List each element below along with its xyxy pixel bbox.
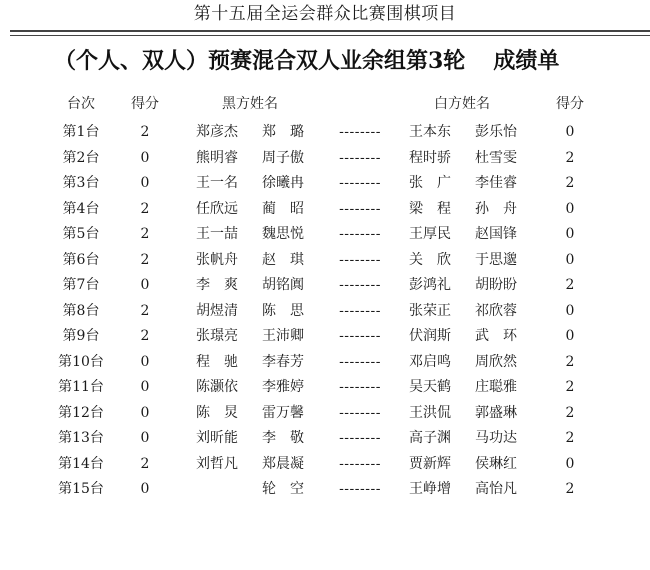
- black-score: 0: [140, 481, 150, 497]
- document-header: 第十五届全运会群众比赛围棋项目: [193, 4, 457, 24]
- white-player-2: 武 环: [475, 328, 517, 344]
- black-score: 0: [140, 404, 150, 421]
- black-player-2: 蔺 昭: [262, 200, 304, 217]
- white-player-1: 王峥增: [409, 481, 451, 497]
- table-number: 第4台: [62, 200, 100, 217]
- header-rule-thin: [10, 35, 650, 36]
- table-row: [0, 453, 650, 475]
- black-score: 2: [140, 455, 150, 472]
- white-score: 2: [565, 481, 575, 497]
- white-score: 0: [565, 251, 575, 268]
- black-player-1: 张璟亮: [196, 328, 238, 344]
- black-player-1: 刘哲凡: [196, 455, 238, 472]
- white-player-1: 王本东: [409, 124, 451, 140]
- black-player-1: 张帆舟: [196, 251, 238, 268]
- separator: --------: [339, 302, 381, 319]
- table-row: [0, 274, 650, 296]
- black-score: 0: [140, 430, 150, 446]
- header-rule-thick: [10, 30, 650, 32]
- table-number: 第15台: [58, 481, 104, 497]
- white-player-1: 张 广: [409, 175, 451, 191]
- white-player-2: 杜雪雯: [475, 149, 517, 166]
- white-player-2: 祁欣蓉: [475, 302, 517, 319]
- white-player-2: 周欣然: [475, 353, 517, 370]
- table-number: 第9台: [62, 328, 100, 344]
- black-player-2: 王沛卿: [262, 328, 304, 344]
- table-number: 第6台: [62, 251, 100, 268]
- table-row: [0, 351, 650, 373]
- white-score: 2: [565, 149, 575, 166]
- white-player-1: 邓启鸣: [409, 353, 451, 370]
- separator: --------: [339, 175, 381, 191]
- table-number: 第8台: [62, 302, 100, 319]
- table-number: 第7台: [62, 277, 100, 293]
- black-score: 0: [140, 149, 150, 166]
- black-player-2: 李春芳: [262, 353, 304, 370]
- black-player-2: 魏思悦: [262, 226, 304, 242]
- table-number: 第1台: [62, 124, 100, 140]
- results-title-main: （个人、双人）预赛混合双人业余组第3轮: [54, 48, 466, 74]
- separator: --------: [339, 379, 381, 395]
- white-score: 2: [565, 430, 575, 446]
- white-player-2: 侯琳红: [475, 455, 517, 472]
- black-score: 0: [140, 379, 150, 395]
- black-score: 2: [140, 328, 150, 344]
- table-row: [0, 147, 650, 169]
- black-score: 2: [140, 200, 150, 217]
- separator: --------: [339, 200, 381, 217]
- white-player-2: 庄聪雅: [475, 379, 517, 395]
- white-player-1: 梁 程: [409, 200, 451, 217]
- white-player-2: 赵国锋: [475, 226, 517, 242]
- table-row: [0, 376, 650, 398]
- white-player-1: 彭鸿礼: [409, 277, 451, 293]
- white-player-1: 王厚民: [409, 226, 451, 242]
- white-player-1: 高子渊: [409, 430, 451, 446]
- white-score: 0: [565, 302, 575, 319]
- black-player-1: 陈 炅: [196, 404, 238, 421]
- black-player-2: 陈 思: [262, 302, 304, 319]
- column-header-black-names: 黑方姓名: [222, 96, 278, 112]
- white-player-1: 关 欣: [409, 251, 451, 268]
- separator: --------: [339, 430, 381, 446]
- white-player-1: 王洪侃: [409, 404, 451, 421]
- black-score: 2: [140, 226, 150, 242]
- black-player-2: 赵 琪: [262, 251, 304, 268]
- white-score: 0: [565, 124, 575, 140]
- results-title: [54, 44, 559, 78]
- white-player-2: 高怡凡: [475, 481, 517, 497]
- black-player-1: 任欣远: [196, 200, 238, 217]
- white-score: 0: [565, 455, 575, 472]
- black-player-2: 徐曦冉: [262, 175, 304, 191]
- black-player-1: 郑彦杰: [196, 124, 238, 140]
- separator: --------: [339, 481, 381, 497]
- white-player-1: 吴天鹤: [409, 379, 451, 395]
- black-player-1: 刘昕能: [196, 430, 238, 446]
- white-player-1: 张荣正: [409, 302, 451, 319]
- white-player-1: 伏润斯: [409, 328, 451, 344]
- black-player-2: 李雅婷: [262, 379, 304, 395]
- white-score: 0: [565, 328, 575, 344]
- white-score: 2: [565, 277, 575, 293]
- white-score: 2: [565, 175, 575, 191]
- table-number: 第5台: [62, 226, 100, 242]
- table-row: [0, 325, 650, 347]
- black-score: 2: [140, 251, 150, 268]
- separator: --------: [339, 124, 381, 140]
- white-player-2: 李佳睿: [475, 175, 517, 191]
- white-player-2: 胡盼盼: [475, 277, 517, 293]
- white-player-2: 孙 舟: [475, 200, 517, 217]
- black-score: 0: [140, 353, 150, 370]
- white-player-2: 彭乐怡: [475, 124, 517, 140]
- black-player-1: 胡煜清: [196, 302, 238, 319]
- table-row: [0, 172, 650, 194]
- table-number: 第14台: [58, 455, 104, 472]
- separator: --------: [339, 455, 381, 472]
- table-row: [0, 249, 650, 271]
- black-player-2: 郑 璐: [262, 124, 304, 140]
- black-player-2: 郑晨凝: [262, 455, 304, 472]
- table-row: [0, 427, 650, 449]
- black-score: 0: [140, 175, 150, 191]
- separator: --------: [339, 226, 381, 242]
- white-player-2: 马功达: [475, 430, 517, 446]
- black-player-1: 李 爽: [196, 277, 238, 293]
- table-number: 第11台: [58, 379, 104, 395]
- black-score: 2: [140, 124, 150, 140]
- black-score: 0: [140, 277, 150, 293]
- white-score: 0: [565, 200, 575, 217]
- column-header-white-score: 得分: [556, 96, 584, 112]
- table-number: 第12台: [58, 404, 104, 421]
- white-score: 2: [565, 404, 575, 421]
- table-row: [0, 223, 650, 245]
- column-header-white-names: 白方姓名: [434, 96, 490, 112]
- white-player-1: 程时骄: [409, 149, 451, 166]
- results-title-tail: 成绩单: [493, 48, 560, 74]
- black-player-2: 轮 空: [262, 481, 304, 497]
- separator: --------: [339, 277, 381, 293]
- table-number: 第13台: [58, 430, 104, 446]
- black-player-1: 王一名: [196, 175, 238, 191]
- table-number: 第2台: [62, 149, 100, 166]
- white-score: 2: [565, 379, 575, 395]
- black-player-2: 胡铭阗: [262, 277, 304, 293]
- table-row: [0, 300, 650, 322]
- table-row: [0, 402, 650, 424]
- black-player-1: 陈灏依: [196, 379, 238, 395]
- black-player-2: 周子傲: [262, 149, 304, 166]
- black-player-1: 王一喆: [196, 226, 238, 242]
- white-player-2: 郭盛琳: [475, 404, 517, 421]
- separator: --------: [339, 328, 381, 344]
- table-row: [0, 121, 650, 143]
- table-number: 第3台: [62, 175, 100, 191]
- table-row: [0, 198, 650, 220]
- table-number: 第10台: [58, 353, 104, 370]
- black-player-1: 程 驰: [196, 353, 238, 370]
- white-player-2: 于思邈: [475, 251, 517, 268]
- column-header-table: 台次: [67, 96, 95, 112]
- white-score: 0: [565, 226, 575, 242]
- separator: --------: [339, 149, 381, 166]
- black-score: 2: [140, 302, 150, 319]
- separator: --------: [339, 404, 381, 421]
- table-row: [0, 478, 650, 500]
- white-player-1: 贾新辉: [409, 455, 451, 472]
- column-header-black-score: 得分: [131, 96, 159, 112]
- separator: --------: [339, 353, 381, 370]
- black-player-1: 熊明睿: [196, 149, 238, 166]
- black-player-2: 雷万馨: [262, 404, 304, 421]
- white-score: 2: [565, 353, 575, 370]
- separator: --------: [339, 251, 381, 268]
- black-player-2: 李 敬: [262, 430, 304, 446]
